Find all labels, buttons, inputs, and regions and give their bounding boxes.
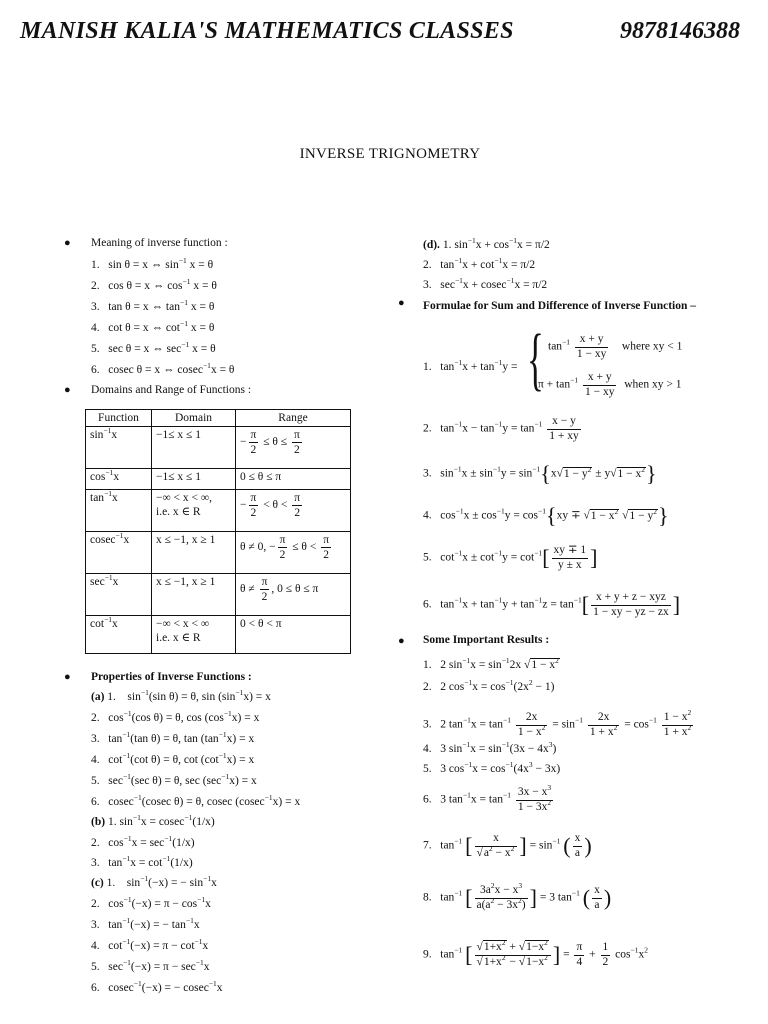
result-2: 2. 2 $\cos^{-1}x = \cos^{-1}(2x^2 - 1)$ bbox=[423, 678, 555, 693]
page-header bbox=[0, 18, 768, 52]
result-4: 4. 3 $\sin^{-1}x = \sin^{-1}(3x - 4x^3)$ bbox=[423, 740, 557, 755]
list-item: 3. $\tan^{-1}x = \cot^{-1}(1/x)$ bbox=[91, 854, 193, 869]
list-item: 1. sin θ = x ⇔ $\sin^{-1} x = \theta$ bbox=[91, 256, 214, 271]
table-header: Range bbox=[236, 410, 351, 427]
formula-1-case-1: $\tan^{-1}$ $\frac{x + y}{1 - xy}$ where xy < 1 bbox=[548, 333, 683, 360]
properties-heading: Properties of Inverse Functions : bbox=[91, 671, 252, 683]
list-item: 3. $\sec^{-1}x + cosec^{-1}x = \pi/2$ bbox=[423, 276, 548, 291]
formula-2: 2. $\tan^{-1}x - \tan^{-1}y = \tan^{-1}$ $\frac{x - y}{1 + xy}$ bbox=[423, 415, 579, 442]
list-item: 2. $\tan^{-1}x + \cot^{-1}x = \pi/2$ bbox=[423, 256, 536, 271]
result-1: 1. 2 $\sin^{-1}x = \sin^{-1}2x$ $√1 - x^2$ bbox=[423, 656, 559, 671]
formula-1-case-2: $\pi + \tan^{-1}$ $\frac{x + y}{1 - xy}$ when xy > 1 bbox=[538, 371, 682, 398]
formula-4: 4. $\cos^{-1}x \pm \cos^{-1}y = \cos^{-1}\{xy \mp √1 - x^2$ $√1 - y^2$} bbox=[423, 503, 669, 528]
sum-diff-heading: Formulae for Sum and Difference of Inverse Function – bbox=[423, 300, 696, 312]
phone-number: 9878146388 bbox=[620, 18, 740, 44]
list-item: 6. cosec$^{-1}$(−x) = − cosec$^{-1}$x bbox=[91, 979, 223, 994]
result-6: 6. 3 $\tan^{-1}x = \tan^{-1}$ $\frac{3x - x^3}{1 - 3x^2}$ bbox=[423, 783, 552, 813]
table-row: $\cos^{-1}x$ −1≤ x ≤ 1 0 ≤ θ ≤ π bbox=[86, 469, 351, 490]
list-item: 6. cosec$^{-1}$(cosec θ) = θ, cosec (cosec$^{-1}$x) = x bbox=[91, 793, 301, 808]
list-item: (a) 1. $\sin^{-1}(\sin$ θ) = θ, $\sin (\sin^{-1}x) = x$ bbox=[91, 688, 271, 703]
formula-3: 3. $\sin^{-1}x \pm \sin^{-1}y = \sin^{-1}\{x√1 - y^2 \pm y√1 - x^2\}$ bbox=[423, 461, 657, 486]
table-header: Domain bbox=[152, 410, 236, 427]
table-header-row bbox=[86, 410, 351, 427]
results-heading: Some Important Results : bbox=[423, 634, 550, 646]
table-header: Function bbox=[86, 410, 152, 427]
list-item: (d). 1. $\sin^{-1}x + \cos^{-1}x = \pi/2$ bbox=[423, 236, 550, 251]
formula-6: 6. $\tan^{-1}x + \tan^{-1}y + \tan^{-1}z = \tan^{-1}$[ $\frac{\text{x + y + z − xyz}}{1 - xy - yz - zx}$ ] bbox=[423, 591, 681, 618]
table-row: $\cot^{-1}x$ −∞ < x < ∞ i.e. x ∈ R 0 < θ < π bbox=[86, 616, 351, 654]
bullet-icon: ● bbox=[398, 297, 405, 309]
list-item: 3. tan θ = x ⇔ $\tan^{-1} x = \theta$ bbox=[91, 298, 215, 313]
page-title: INVERSE TRIGNOMETRY bbox=[299, 146, 481, 162]
meaning-heading: Meaning of inverse function : bbox=[91, 237, 228, 249]
list-item: (b) 1. $\sin^{-1}x = cosec^{-1}(1/x)$ bbox=[91, 813, 215, 828]
table-row: cosec$^{-1}$x x ≤ −1, x ≥ 1 θ ≠ 0, − $\frac{\pi}{2}$ ≤ θ < $\frac{\pi}{2}$ bbox=[86, 532, 351, 574]
list-item: 2. $\cos^{-1}(-x) = \pi - \cos^{-1}x$ bbox=[91, 895, 211, 910]
bullet-icon: ● bbox=[64, 237, 71, 249]
formula-1: 1. $\tan^{-1}x + \tan^{-1}y$ = bbox=[423, 358, 518, 373]
result-7: 7. $\tan^{-1}$ [ $\frac{x}{√a^2 - x^2}$ ] = $\sin^{-1}$ ( $\frac{x}{a}$ ) bbox=[423, 832, 592, 859]
list-item: 2. $\cos^{-1}x = \sec^{-1}(1/x)$ bbox=[91, 834, 195, 849]
list-item: 4. cot θ = x ⇔ $\cot^{-1} x = \theta$ bbox=[91, 319, 215, 334]
list-item: 4. $\cot^{-1}(\cot$ θ) = θ, $\cot (\cot^{-1}x) = x$ bbox=[91, 751, 255, 766]
list-item: 5. sec θ = x ⇔ $\sec^{-1} x = \theta$ bbox=[91, 340, 216, 355]
institute-name: MANISH KALIA'S MATHEMATICS CLASSES bbox=[20, 18, 514, 44]
table-row: $\sin^{-1}x$ −1≤ x ≤ 1 − $\frac{\pi}{2}$ ≤ θ ≤ $\frac{\pi}{2}$ bbox=[86, 427, 351, 469]
bullet-icon: ● bbox=[64, 671, 71, 683]
table-row: $\tan^{-1}x$ −∞ < x < ∞, i.e. x ∈ R − $\frac{\pi}{2}$ < θ < $\frac{\pi}{2}$ bbox=[86, 490, 351, 532]
bullet-icon: ● bbox=[64, 384, 71, 396]
result-3: 3. 2 $\tan^{-1}x = \tan^{-1}$ $\frac{2x}{1 - x^2}$ = $\sin^{-1}$ $\frac{2x}{1 + x^2}$ = $\cos^{-1}$ $\frac{1 - x^2}{1 + x^2}$ bbox=[423, 708, 692, 738]
list-item: 2. $\cos^{-1}(\cos$ θ) = θ, $\cos (\cos^{-1}x) = x$ bbox=[91, 709, 260, 724]
list-item: 3. $\tan^{-1}(\tan$ θ) = θ, $\tan (\tan^{-1}x) = x$ bbox=[91, 730, 255, 745]
bullet-icon: ● bbox=[398, 635, 405, 647]
result-8: 8. $\tan^{-1}$ [ $\frac{3a^2x - x^3}{a(a^2 - 3x^2)}$ ] = 3 $\tan^{-1}$ ( $\frac{x}{a}$ ) bbox=[423, 881, 612, 911]
result-9: 9. $\tan^{-1}$ [ $\frac{√1+x^2 + √1-x^2}{√1+x^2 - √1-x^2}$ ] = $\frac{\pi}{4}$ + $\frac{1}{2}$ $\cos^{-1}x^2$ bbox=[423, 938, 648, 968]
result-5: 5. 3 $\cos^{-1}x = \cos^{-1}(4x^3 - 3x)$ bbox=[423, 760, 561, 775]
list-item: 4. $\cot^{-1}(-x) = \pi - \cot^{-1}x$ bbox=[91, 937, 209, 952]
list-item: 2. cos θ = x ⇔ $\cos^{-1} x = \theta$ bbox=[91, 277, 217, 292]
list-item: 3. $\tan^{-1}(-x)$ = − $\tan^{-1}x$ bbox=[91, 916, 200, 931]
list-item: 5. $\sec^{-1}(-x) = \pi - \sec^{-1}x$ bbox=[91, 958, 210, 973]
list-item: 6. cosec θ = x ⇔ cosec$^{-1}$x = θ bbox=[91, 361, 235, 376]
brace-icon: { bbox=[527, 321, 544, 398]
table-row: $\sec^{-1}x$ x ≤ −1, x ≥ 1 θ ≠ $\frac{\pi}{2}$ , 0 ≤ θ ≤ π bbox=[86, 574, 351, 616]
list-item: 5. $\sec^{-1}(\sec$ θ) = θ, $\sec (\sec^{-1}x) = x$ bbox=[91, 772, 257, 787]
list-item: (c) 1. $\sin^{-1}(-x)$ = − $\sin^{-1}x$ bbox=[91, 874, 217, 889]
domain-range-table bbox=[85, 409, 351, 654]
formula-5: 5. $\cot^{-1}x \pm \cot^{-1}y = \cot^{-1}$[ $\frac{xy \mp 1}{y \pm x}$ ] bbox=[423, 544, 598, 571]
domains-heading: Domains and Range of Functions : bbox=[91, 384, 252, 396]
